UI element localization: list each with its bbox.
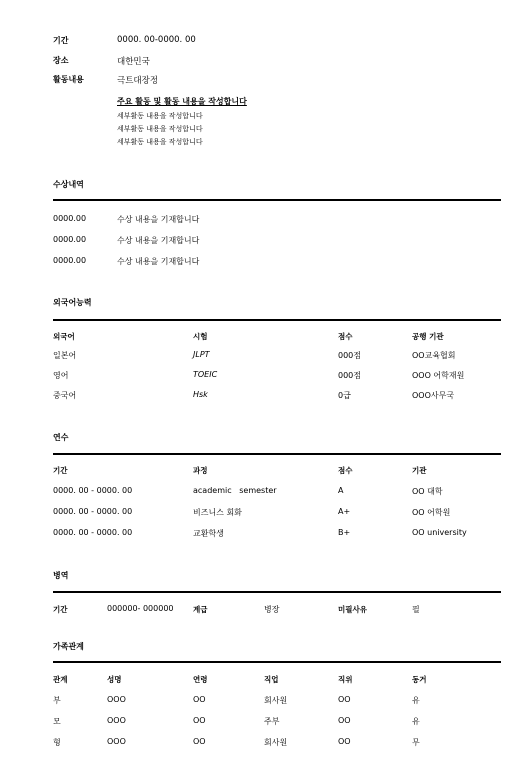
family-cell: OOO [107,737,126,746]
place-label: 장소 [53,56,69,65]
family-rule [53,661,501,663]
training-cell: 0000. 00 - 0000. 00 [53,507,133,516]
family-cell: 주부 [264,717,280,726]
training-cell: A+ [338,507,351,516]
language-cell: OOO사무국 [412,391,455,400]
family-cell: OO [193,695,206,704]
content-value: 극트대장정 [117,76,159,86]
family-cell: 부 [53,696,61,705]
training-cell: A [338,486,344,495]
family-cell: OO [193,737,206,746]
training-cell: 0000. 00 - 0000. 00 [53,528,133,537]
military-period-value: 000000- 000000 [107,604,174,613]
award-date: 0000.00 [53,256,87,265]
family-cell: OOO [107,695,126,704]
family-cell: OO [338,716,351,725]
training-cell: 0000. 00 - 0000. 00 [53,486,133,495]
training-cell: OO 어학원 [412,508,451,517]
training-cell: B+ [338,528,351,537]
detail-line: 세부활동 내용을 작성합니다 [117,138,203,146]
training-title: 연수 [53,433,69,442]
training-cell: 교환학생 [193,529,224,538]
detail-line: 세부활동 내용을 작성합니다 [117,125,203,133]
training-cell: OO university [412,528,467,537]
language-header: 공행 기관 [412,332,444,341]
language-header: 점수 [338,332,353,341]
detail-line: 세부활동 내용을 작성합니다 [117,112,203,120]
family-cell: 회사원 [264,696,288,705]
language-cell: 일본어 [53,351,77,360]
content-label: 활동내용 [53,75,84,84]
training-header: 과정 [193,466,208,475]
training-header: 점수 [338,466,353,475]
detail-heading: 주요 활동 및 활동 내용을 작성합니다 [117,97,247,106]
family-cell: OO [338,695,351,704]
training-cell: academic semester [193,486,277,495]
awards-rule [53,199,501,201]
award-text: 수상 내용을 기재합니다 [117,257,200,266]
language-cell: TOEIC [193,370,218,379]
family-cell: OO [338,737,351,746]
family-cell: 형 [53,738,61,747]
family-header: 직위 [338,675,353,684]
family-title: 가족관계 [53,642,84,651]
language-cell: OO교육협회 [412,351,456,360]
family-header: 동거 [412,675,427,684]
award-date: 0000.00 [53,235,87,244]
family-cell: 유 [412,696,420,705]
training-rule [53,453,501,455]
training-header: 기관 [412,466,427,475]
training-header: 기간 [53,466,68,475]
language-cell: JLPT [193,350,210,359]
language-cell: OOO 어학재원 [412,371,465,380]
training-cell: 비즈니스 회화 [193,508,242,517]
award-text: 수상 내용을 기재합니다 [117,236,200,245]
language-cell: Hsk [193,390,208,399]
military-type: 필 [412,605,420,614]
family-cell: 모 [53,717,61,726]
family-cell: 무 [412,738,420,747]
family-cell: OO [193,716,206,725]
period-value: 0000. 00-0000. 00 [117,35,196,45]
family-header: 연령 [193,675,208,684]
language-cell: 영어 [53,371,69,380]
language-rule [53,319,501,321]
award-text: 수상 내용을 기재합니다 [117,215,200,224]
place-value: 대한민국 [117,57,150,67]
awards-title: 수상내역 [53,180,84,189]
family-cell: OOO [107,716,126,725]
military-title: 병역 [53,571,69,580]
language-cell: 000점 [338,351,361,360]
military-rank: 병장 [264,605,280,614]
family-header: 관계 [53,675,68,684]
family-cell: 유 [412,717,420,726]
military-rule [53,591,501,593]
training-cell: OO 대학 [412,487,443,496]
military-period-label: 기간 [53,605,68,614]
family-header: 직업 [264,675,279,684]
language-header: 외국어 [53,332,75,341]
family-header: 성명 [107,675,122,684]
award-date: 0000.00 [53,214,87,223]
language-header: 시험 [193,332,208,341]
military-branch: 계급 [193,605,208,614]
language-title: 외국어능력 [53,298,92,307]
language-cell: 000점 [338,371,361,380]
period-label: 기간 [53,36,69,45]
language-cell: 중국어 [53,391,77,400]
military-exempt: 미필사유 [338,605,367,614]
family-cell: 회사원 [264,738,288,747]
language-cell: 0급 [338,391,351,400]
